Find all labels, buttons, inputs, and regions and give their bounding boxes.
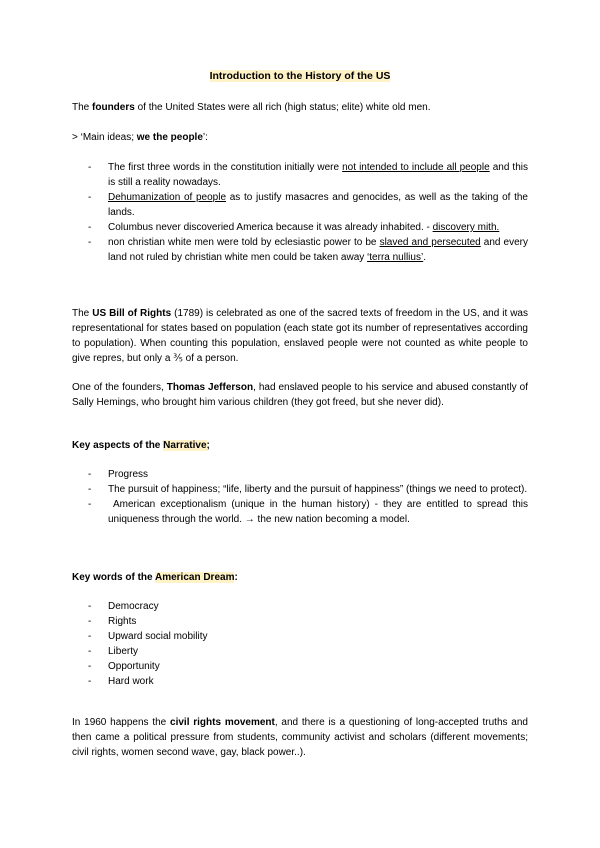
founders-pre: The [72, 102, 93, 113]
founders-paragraph [72, 100, 528, 115]
item-text: Democracy [108, 601, 159, 612]
main-ideas-pre: > ‘Main ideas; [72, 132, 137, 143]
page-title [0, 70, 600, 82]
item-text: The pursuit of happiness; “life, liberty and the pursuit of happiness” (things we need to protect). [108, 484, 528, 495]
list-item [88, 614, 528, 629]
dash: - [88, 237, 92, 248]
heading-post: ; [206, 440, 210, 451]
underlined-text: discovery mith. [432, 222, 500, 233]
heading-highlight: Narrative [163, 440, 207, 451]
item-text: as to justify masacres and genocides, as well as the taking of the lands. [108, 192, 528, 218]
list-item [88, 629, 528, 644]
item-text: Rights [108, 616, 137, 627]
narrative-heading [72, 438, 210, 453]
item-text: non christian white men were told by eclesiastic power to be [108, 237, 380, 248]
civil-bold: civil rights movement [170, 717, 275, 728]
item-text: Upward social mobility [108, 631, 208, 642]
list-item [88, 599, 528, 614]
bill-post: (1789) is celebrated as one of the sacred texts of freedom in the US, and it was representational for states based on population (each state got its number of representatives according to population). When counting this population, enslaved people were not counted as white people to give repres, but only a ⅗ of a person. [72, 308, 528, 364]
heading-pre: Key words of the [72, 572, 155, 583]
item-text: Progress [108, 469, 149, 480]
list-item [88, 644, 528, 659]
dash: - [88, 601, 92, 612]
dash: - [88, 192, 92, 203]
item-text: . [423, 252, 426, 263]
dash: - [88, 162, 92, 173]
main-ideas-post: ’: [202, 132, 208, 143]
dash: - [88, 616, 92, 627]
jefferson-paragraph [72, 380, 528, 410]
civil-pre: In 1960 happens the [72, 717, 171, 728]
item-text: Liberty [108, 646, 139, 657]
jefferson-bold: Thomas Jefferson [166, 382, 254, 393]
we-the-people-list [88, 160, 528, 265]
list-item [88, 235, 528, 265]
narrative-list [88, 467, 531, 527]
dash: - [88, 646, 92, 657]
main-ideas-line [72, 130, 528, 145]
dash: - [88, 484, 92, 495]
title-highlight: Introduction to the History of the US [209, 70, 391, 82]
dash: - [88, 676, 92, 687]
dash: - [88, 469, 92, 480]
list-item [88, 160, 528, 190]
jefferson-post: , had enslaved people to his service and abused constantly of Sally Hemings, who brought him various children (they got freed, but she never did). [72, 382, 528, 408]
jefferson-pre: One of the founders, [72, 382, 167, 393]
underlined-text: slaved and persecuted [379, 237, 481, 248]
item-text: and this is still a reality nowadays. [108, 162, 528, 188]
dash: - [88, 499, 92, 510]
bill-of-rights-paragraph [72, 306, 528, 366]
underlined-text: not intended to include all people [342, 162, 490, 173]
bill-bold: US Bill of Rights [92, 308, 172, 319]
civil-rights-paragraph [72, 715, 528, 760]
heading-highlight: American Dream [154, 572, 235, 583]
dash: - [88, 661, 92, 672]
item-text: Hard work [108, 676, 154, 687]
dash: - [88, 631, 92, 642]
civil-post: , and there is a questioning of long-accepted truths and then came a political pressure from students, community activist and scholars (different movements; civil rights, women second wave, gay, black power..). [72, 717, 528, 758]
heading-post: : [234, 572, 238, 583]
american-dream-heading [72, 570, 238, 585]
bill-pre: The [72, 308, 93, 319]
founders-bold: founders [92, 102, 135, 113]
list-item [88, 497, 531, 527]
list-item [88, 220, 528, 235]
american-dream-list [88, 599, 528, 689]
founders-post: of the United States were all rich (high status; elite) white old men. [134, 102, 431, 113]
item-text: Columbus never discoveried America because it was already inhabited. - [108, 222, 433, 233]
list-item [88, 674, 528, 689]
underlined-text: ‘terra nullius’ [367, 252, 424, 263]
dash: - [88, 222, 92, 233]
item-text: and every land not ruled by christian white men could be taken away [108, 237, 529, 263]
item-text: American exceptionalism (unique in the human history) - they are entitled to spread this uniqueness through the world. → the new nation becoming a model. [108, 499, 531, 525]
main-ideas-bold: we the people [136, 132, 203, 143]
underlined-text: Dehumanization of people [108, 192, 227, 203]
list-item [88, 482, 528, 497]
item-text: Opportunity [108, 661, 160, 672]
list-item [88, 467, 528, 482]
item-text: The first three words in the constitution initially were [108, 162, 343, 173]
heading-pre: Key aspects of the [72, 440, 164, 451]
list-item [88, 190, 528, 220]
list-item [88, 659, 528, 674]
